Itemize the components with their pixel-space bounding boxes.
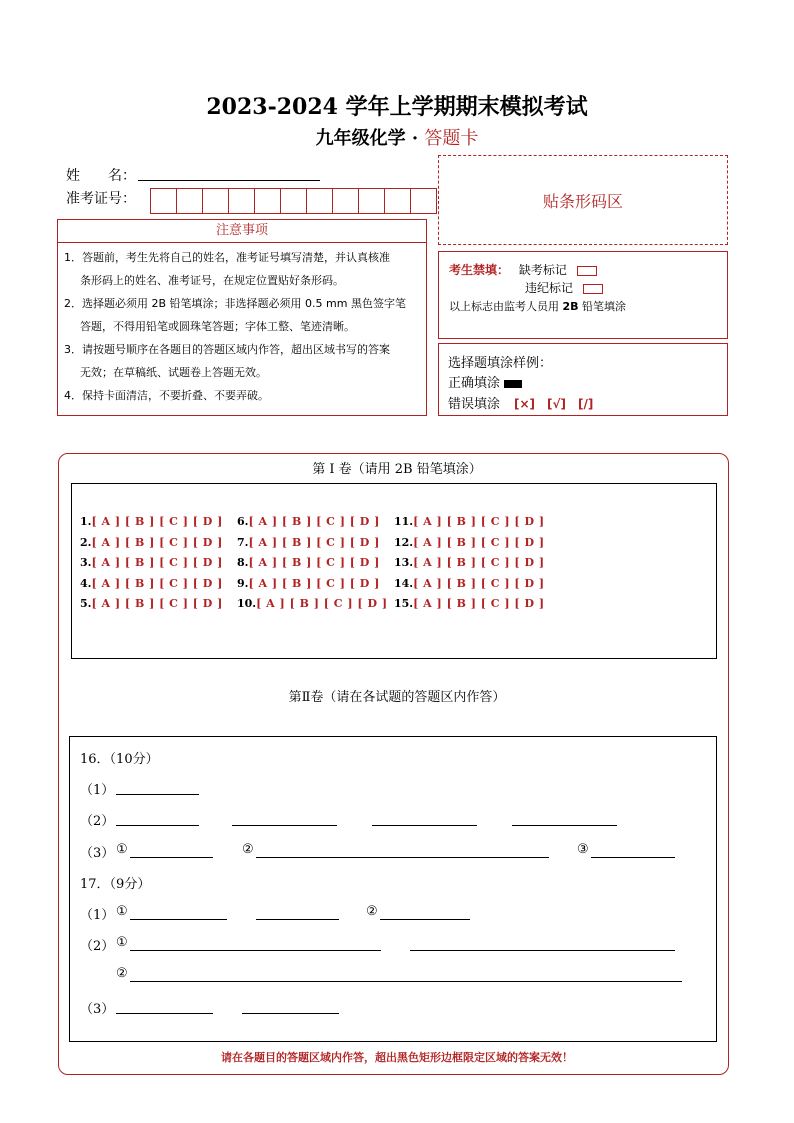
choice-row[interactable]: 2.[ A ] [ B ] [ C ] [ D ]	[80, 535, 223, 549]
choice-row[interactable]: 14.[ A ] [ B ] [ C ] [ D ]	[394, 576, 545, 590]
choice-row[interactable]: 12.[ A ] [ B ] [ C ] [ D ]	[394, 535, 545, 549]
footer-warning: 请在各题目的答题区域内作答，超出黑色矩形边框限定区域的答案无效！	[221, 1051, 573, 1064]
q16-2-blank-c[interactable]	[372, 825, 477, 826]
q17-2-blank-1a[interactable]	[130, 950, 381, 951]
fill-sample-box	[438, 343, 728, 416]
q16-part1-label: （1）	[80, 783, 115, 798]
id-label: 准考证号：	[66, 191, 136, 207]
notice-item: 2．选择题必须用 2B 铅笔填涂；非选择题必须用 0.5 mm 黑色签字笔 答题，不得用铅笔或圆珠笔答题；字体工整、笔迹清晰。	[64, 297, 406, 333]
circle-2-marker: ②	[366, 904, 378, 919]
part2-title: 第Ⅱ卷（请在各试题的答题区内作答）	[288, 690, 506, 705]
part1-title: 第 I 卷（请用 2B 铅笔填涂）	[312, 462, 482, 477]
id-digit-box[interactable]	[176, 188, 203, 214]
choice-answer-box	[71, 483, 717, 659]
choice-row[interactable]: 11.[ A ] [ B ] [ C ] [ D ]	[394, 515, 545, 528]
notice-item: 4．保持卡面清洁，不要折叠、不要弄破。	[64, 389, 269, 402]
q17-part1-label: （1）	[80, 908, 115, 923]
q16-3-blank-3[interactable]	[591, 857, 675, 858]
id-digit-box[interactable]	[254, 188, 281, 214]
notice-box	[57, 219, 427, 416]
q17-2-blank-2[interactable]	[130, 981, 682, 982]
written-answer-box	[69, 736, 717, 1042]
circle-1-marker: ①	[116, 904, 128, 919]
exam-subtitle: 九年级化学 · 答题卡	[315, 128, 479, 149]
sample-heading: 选择题填涂样例：	[448, 356, 553, 371]
id-digit-box[interactable]	[358, 188, 385, 214]
id-digit-box[interactable]	[410, 188, 437, 214]
circle-2-marker: ②	[242, 842, 254, 857]
choice-row[interactable]: 4.[ A ] [ B ] [ C ] [ D ]	[80, 576, 223, 590]
q16-heading: 16．（10分）	[80, 752, 159, 767]
id-digit-box[interactable]	[228, 188, 255, 214]
id-digit-box[interactable]	[202, 188, 229, 214]
choice-row[interactable]: 9.[ A ] [ B ] [ C ] [ D ]	[237, 576, 380, 590]
id-digit-box[interactable]	[150, 188, 177, 214]
q17-3-blank-a[interactable]	[116, 1013, 213, 1014]
q17-part3-label: （3）	[80, 1002, 115, 1017]
q17-1-blank-2[interactable]	[380, 919, 470, 920]
id-digit-box[interactable]	[384, 188, 411, 214]
violation-mark-box[interactable]	[583, 284, 603, 294]
name-field[interactable]	[138, 180, 320, 181]
wrong-fill-samples: [×] [√] [/]	[514, 397, 594, 411]
correct-fill-label: 正确填涂	[448, 376, 501, 391]
forbid-label: 考生禁填：	[449, 263, 510, 277]
name-label: 姓 名：	[66, 168, 136, 184]
q16-2-blank-a[interactable]	[116, 825, 199, 826]
choice-row[interactable]: 13.[ A ] [ B ] [ C ] [ D ]	[394, 556, 545, 569]
choice-row[interactable]: 6.[ A ] [ B ] [ C ] [ D ]	[237, 515, 380, 528]
circle-1-marker: ①	[116, 935, 128, 950]
violation-mark-label: 违纪标记	[525, 281, 574, 295]
answer-card-label: 答题卡	[424, 128, 479, 149]
choice-row[interactable]: 3.[ A ] [ B ] [ C ] [ D ]	[80, 556, 223, 569]
q17-1-blank-1b[interactable]	[256, 919, 339, 920]
q16-2-blank-b[interactable]	[232, 825, 337, 826]
q17-part2-label: （2）	[80, 939, 115, 954]
q17-3-blank-b[interactable]	[242, 1013, 339, 1014]
choice-row[interactable]: 10.[ A ] [ B ] [ C ] [ D ]	[237, 597, 388, 610]
notice-item: 1．答题前，考生先将自己的姓名，准考证号填写清楚，并认真核准 条形码上的姓名、准考证号，在规定位置贴好条形码。	[64, 251, 390, 287]
wrong-fill-label: 错误填涂	[448, 397, 501, 412]
q16-3-blank-1[interactable]	[130, 857, 213, 858]
notice-heading: 注意事项	[58, 220, 426, 243]
q16-2-blank-d[interactable]	[512, 825, 617, 826]
absent-mark-box[interactable]	[577, 266, 597, 276]
choice-row[interactable]: 8.[ A ] [ B ] [ C ] [ D ]	[237, 556, 380, 569]
choice-row[interactable]: 7.[ A ] [ B ] [ C ] [ D ]	[237, 535, 380, 549]
q17-2-blank-1b[interactable]	[410, 950, 675, 951]
q17-1-blank-1a[interactable]	[130, 919, 227, 920]
circle-2-marker: ②	[116, 966, 128, 981]
choice-row[interactable]: 15.[ A ] [ B ] [ C ] [ D ]	[394, 597, 545, 610]
id-number-boxes[interactable]	[151, 188, 437, 214]
absent-mark-label: 缺考标记	[518, 263, 567, 277]
q16-1-blank[interactable]	[116, 794, 199, 795]
q17-heading: 17．（9分）	[80, 877, 151, 892]
notice-item: 3．请按题号顺序在各题目的答题区域内作答，超出区域书写的答案 无效；在草稿纸、试题卷上答题无效。	[64, 343, 390, 379]
q16-3-blank-2[interactable]	[256, 857, 549, 858]
q16-part3-label: （3）	[80, 846, 115, 861]
circle-3-marker: ③	[577, 842, 589, 857]
q16-part2-label: （2）	[80, 814, 115, 829]
circle-1-marker: ①	[116, 842, 128, 857]
choice-row[interactable]: 1.[ A ] [ B ] [ C ] [ D ]	[80, 515, 223, 528]
id-digit-box[interactable]	[280, 188, 307, 214]
examinee-forbidden-area	[438, 251, 728, 339]
exam-title: 2023-2024 学年上学期期末模拟考试	[206, 94, 588, 120]
choice-row[interactable]: 5.[ A ] [ B ] [ C ] [ D ]	[80, 597, 223, 610]
forbid-note: 以上标志由监考人员用 2B 铅笔填涂	[449, 300, 627, 313]
correct-fill-sample	[504, 380, 522, 388]
id-digit-box[interactable]	[332, 188, 359, 214]
barcode-area: 贴条形码区	[438, 155, 728, 245]
id-digit-box[interactable]	[306, 188, 333, 214]
